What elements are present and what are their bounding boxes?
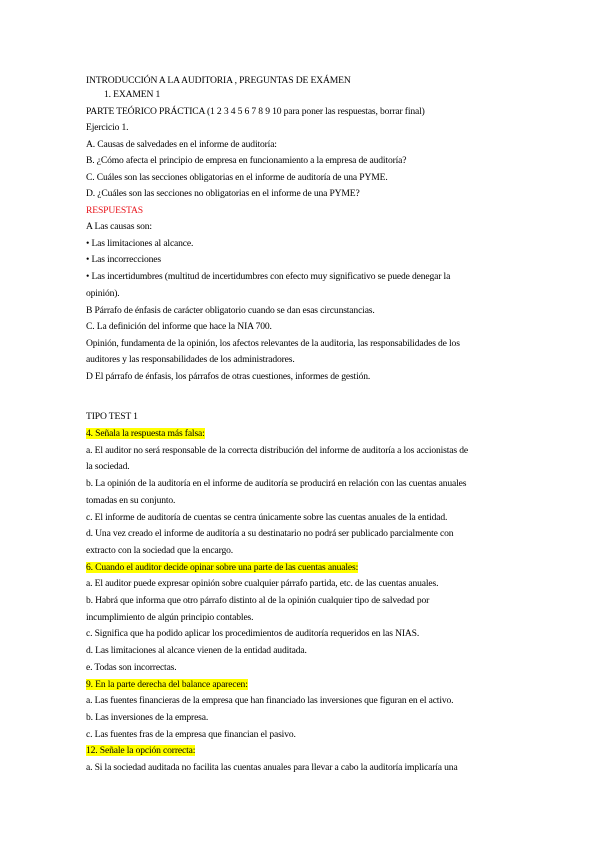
- test-question-heading: [86, 679, 248, 691]
- test-answer-line: [86, 478, 466, 490]
- line-text: a. El auditor puede expresar opinión sobre cualquier párrafo partida, etc. de las cuentas anuales.: [86, 578, 439, 589]
- line-text: incumplimiento de algún principio contables.: [86, 612, 254, 623]
- test-answer-line: [86, 595, 429, 607]
- line-text: b. Habrá que informa que otro párrafo distinto al de la opinión cualquier tipo de salvedad por: [86, 595, 430, 606]
- test-question-heading: [86, 428, 205, 440]
- answer-line: D El párrafo de énfasis, los párrafos de otras cuestiones, informes de gestión.: [86, 371, 371, 382]
- highlighted-text: 9. En la parte derecha del balance aparecen:: [86, 679, 248, 690]
- question-d: D. ¿Cuáles son las secciones no obligatorias en el informe de una PYME?: [86, 188, 360, 199]
- line-text: c. Significa que ha podido aplicar los procedimientos de auditoría requeridos en las NIAS.: [86, 628, 420, 639]
- line-text: c. Las fuentes fras de la empresa que financian el pasivo.: [86, 729, 296, 740]
- test-answer-line: [86, 528, 453, 540]
- highlighted-text: 4. Señala la respuesta más falsa:: [86, 428, 205, 439]
- exercise-heading: Ejercicio 1.: [86, 122, 129, 133]
- line-text: d. Las limitaciones al alcance vienen de la entidad auditada.: [86, 645, 307, 656]
- answer-line: • Las incertidumbres (multitud de incertidumbres con efecto muy significativo se puede denegar la: [86, 271, 451, 282]
- line-text: tomadas en su conjunto.: [86, 495, 176, 506]
- test-answer-line: [86, 729, 296, 741]
- highlighted-text: 12. Señale la opción correcta:: [86, 745, 196, 756]
- line-text: a. Si la sociedad auditada no facilita las cuentas anuales para llevar a cabo la auditoría implicaría una: [86, 762, 458, 773]
- answer-line: • Las limitaciones al alcance.: [86, 238, 194, 249]
- line-text: d. Una vez creado el informe de auditoría a su destinatario no podrá ser publicado parcialmente con: [86, 528, 454, 539]
- test-answer-line: [86, 612, 253, 624]
- line-text: a. El auditor no será responsable de la correcta distribución del informe de auditoría a los accionistas de: [86, 445, 468, 456]
- test-answer-line: [86, 712, 208, 724]
- test-question-heading: [86, 745, 195, 757]
- answer-line: opinión).: [86, 288, 120, 299]
- highlighted-text: 6. Cuando el auditor decide opinar sobre una parte de las cuentas anuales:: [86, 562, 359, 573]
- answer-line: • Las incorrecciones: [86, 254, 161, 265]
- test-answer-line: [86, 545, 233, 557]
- test-answer-line: [86, 762, 458, 774]
- question-a: A. Causas de salvedades en el informe de auditoría:: [86, 139, 277, 150]
- test-question-heading: [86, 562, 358, 574]
- answer-line: B Párrafo de énfasis de carácter obligatorio cuando se dan esas circunstancias.: [86, 305, 375, 316]
- exam-heading: 1. EXAMEN 1: [104, 89, 161, 100]
- line-text: b. Las inversiones de la empresa.: [86, 712, 209, 723]
- test-answer-line: [86, 662, 177, 674]
- test-answer-line: [86, 445, 468, 457]
- test-answer-line: [86, 461, 130, 473]
- part-heading: PARTE TEÓRICO PRÁCTICA (1 2 3 4 5 6 7 8 9 10 para poner las respuestas, borrar final): [86, 106, 425, 117]
- answer-line: C. La definición del informe que hace la NIA 700.: [86, 321, 272, 332]
- line-text: c. El informe de auditoría de cuentas se centra únicamente sobre las cuentas anuales de la entidad.: [86, 512, 448, 523]
- test-answer-line: [86, 695, 453, 707]
- line-text: e. Todas son incorrectas.: [86, 662, 177, 673]
- question-b: B. ¿Cómo afecta el principio de empresa en funcionamiento a la empresa de auditoría?: [86, 155, 407, 166]
- answer-line: Opinión, fundamenta de la opinión, los afectos relevantes de la auditoria, las responsabilidades de los: [86, 338, 460, 349]
- question-c: C. Cuáles son las secciones obligatorias en el informe de auditoría de una PYME.: [86, 172, 388, 183]
- test-answer-line: [86, 512, 447, 524]
- test-answer-line: [86, 495, 175, 507]
- answers-heading: RESPUESTAS: [86, 205, 143, 216]
- line-text: b. La opinión de la auditoría en el informe de auditoría se producirá en relación con las cuentas anuales: [86, 478, 467, 489]
- test-answer-line: [86, 645, 307, 657]
- answer-line: A Las causas son:: [86, 221, 152, 232]
- line-text: extracto con la sociedad que la encargo.: [86, 545, 233, 556]
- test-answer-line: [86, 628, 419, 640]
- test-heading: TIPO TEST 1: [86, 411, 138, 422]
- document-title: INTRODUCCIÓN A LA AUDITORIA , PREGUNTAS DE EXÁMEN: [86, 75, 351, 86]
- line-text: a. Las fuentes financieras de la empresa que han financiado las inversiones que figuran en el activo.: [86, 695, 454, 706]
- test-answer-line: [86, 578, 438, 590]
- answer-line: auditores y las responsabilidades de los administradores.: [86, 354, 295, 365]
- line-text: la sociedad.: [86, 461, 130, 472]
